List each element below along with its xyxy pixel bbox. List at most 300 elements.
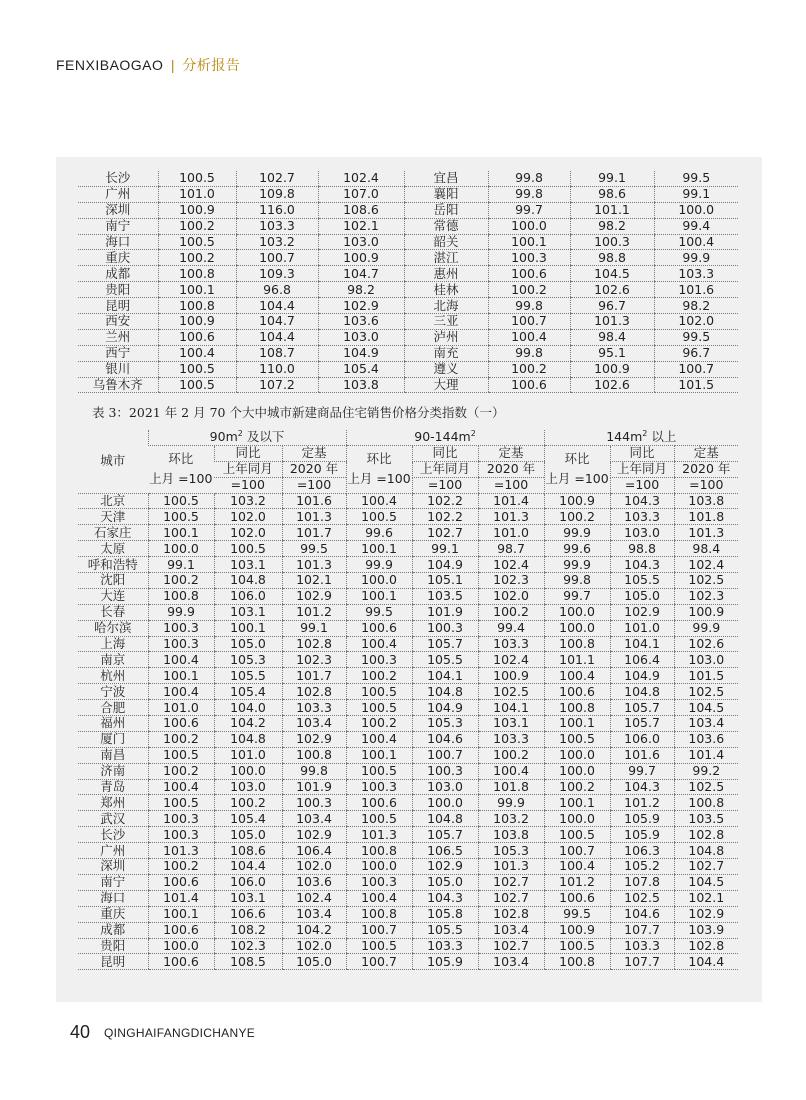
table-cell: 101.4 [674, 747, 738, 763]
table-cell: 南京 [78, 652, 148, 668]
table-cell: 100.4 [148, 779, 214, 795]
table-cell: 100.4 [488, 329, 570, 345]
header-separator: | [170, 57, 175, 73]
table-cell: 100.3 [570, 234, 654, 250]
table-cell: 100.7 [346, 954, 412, 970]
table-cell: 105.5 [214, 668, 282, 684]
table-cell: 沈阳 [78, 573, 148, 589]
table-cell: 99.5 [282, 541, 346, 557]
table-cell: 102.8 [282, 684, 346, 700]
table-cell: 105.0 [610, 588, 674, 604]
table-cell: 100.0 [544, 747, 610, 763]
table-cell: 100.6 [488, 266, 570, 282]
table-cell: 100.0 [148, 938, 214, 954]
table-cell: 100.4 [346, 493, 412, 509]
table-cell: 103.4 [282, 716, 346, 732]
table-cell: 100.4 [148, 652, 214, 668]
table-cell: 102.0 [282, 938, 346, 954]
table-cell: 103.8 [478, 827, 544, 843]
table-cell: 100.2 [544, 509, 610, 525]
footer-publication: QINGHAIFANGDICHANYE [104, 1026, 256, 1040]
table-cell: 101.0 [610, 620, 674, 636]
table-cell: 101.3 [478, 859, 544, 875]
table-cell: 105.5 [412, 922, 478, 938]
table-cell: 宁波 [78, 684, 148, 700]
table-cell: 100.2 [148, 731, 214, 747]
table-cell: 107.7 [610, 954, 674, 970]
table-cell: 100.7 [544, 843, 610, 859]
table-row [78, 573, 738, 589]
table-cell: 100.6 [346, 795, 412, 811]
header-fixed-base: 2020 年 [282, 461, 346, 477]
table-cell: 呼和浩特 [78, 557, 148, 573]
table-cell: 102.7 [478, 874, 544, 890]
table-cell: 100.1 [544, 795, 610, 811]
table-cell: 广州 [78, 843, 148, 859]
table-cell: 105.4 [214, 684, 282, 700]
page-number: 40 [70, 1022, 91, 1042]
header-yoy-label: 同比 [214, 445, 282, 461]
table-cell: 100.5 [346, 700, 412, 716]
table-cell: 100.2 [478, 747, 544, 763]
table-cell: 100.4 [346, 731, 412, 747]
table-cell: 100.5 [346, 509, 412, 525]
table-cell: 100.3 [488, 250, 570, 266]
table-cell: 98.2 [318, 282, 404, 298]
table-cell: 105.3 [214, 652, 282, 668]
table-row [78, 171, 738, 186]
table-cell: 104.1 [610, 636, 674, 652]
table-cell: 100.0 [412, 795, 478, 811]
table-cell: 102.0 [214, 525, 282, 541]
table-cell: 100.8 [158, 298, 236, 314]
table-cell: 99.1 [412, 541, 478, 557]
table-cell: 104.3 [610, 557, 674, 573]
table-cell: 青岛 [78, 779, 148, 795]
table-cell: 104.7 [236, 314, 318, 330]
table-cell: 106.4 [610, 652, 674, 668]
header-yoy-eq: =100 [610, 477, 674, 493]
table-cell: 哈尔滨 [78, 620, 148, 636]
table-cell: 100.6 [148, 922, 214, 938]
table-cell: 105.0 [214, 827, 282, 843]
table-cell: 贵阳 [78, 938, 148, 954]
table-cell: 95.1 [570, 345, 654, 361]
table-cell: 102.4 [478, 557, 544, 573]
table-cell: 104.9 [610, 668, 674, 684]
table-cell: 99.5 [654, 329, 738, 345]
table-cell: 100.3 [148, 636, 214, 652]
table-cell: 103.0 [318, 329, 404, 345]
table-cell: 99.2 [674, 763, 738, 779]
table-cell: 98.7 [478, 541, 544, 557]
header-yoy-base: 上年同月 [214, 461, 282, 477]
table-cell: 100.2 [148, 573, 214, 589]
table-cell: 99.5 [544, 906, 610, 922]
table-cell: 100.8 [148, 588, 214, 604]
table-cell: 100.0 [544, 604, 610, 620]
table-cell: 105.9 [610, 827, 674, 843]
table-cell: 合肥 [78, 700, 148, 716]
table-row [78, 954, 738, 970]
table-cell: 100.1 [346, 588, 412, 604]
table-cell: 101.8 [674, 509, 738, 525]
table-cell: 100.5 [346, 684, 412, 700]
table-cell: 100.3 [346, 874, 412, 890]
table-cell: 102.9 [318, 298, 404, 314]
table-cell: 101.4 [478, 493, 544, 509]
table-cell: 100.2 [148, 763, 214, 779]
table-cell: 100.1 [158, 282, 236, 298]
table-cell: 101.2 [544, 874, 610, 890]
table-cell: 福州 [78, 716, 148, 732]
table-cell: 99.7 [610, 763, 674, 779]
table-row [78, 218, 738, 234]
table-cell: 101.9 [412, 604, 478, 620]
table-row [78, 811, 738, 827]
header-mom-label: 环比 [366, 451, 392, 467]
city-header: 城市 [78, 430, 148, 493]
table-cell: 101.5 [654, 377, 738, 393]
table-cell: 103.4 [674, 716, 738, 732]
table-cell: 100.1 [148, 525, 214, 541]
table-row [78, 827, 738, 843]
table-cell: 大理 [404, 377, 488, 393]
table-cell: 102.8 [478, 906, 544, 922]
table-cell: 96.7 [654, 345, 738, 361]
table-row [78, 747, 738, 763]
table-row [78, 890, 738, 906]
table-cell: 101.3 [478, 509, 544, 525]
table-row [78, 282, 738, 298]
table-cell: 102.0 [478, 588, 544, 604]
table-row [78, 298, 738, 314]
table-cell: 深圳 [78, 202, 158, 218]
table-cell: 100.1 [148, 906, 214, 922]
table-cell: 长沙 [78, 171, 158, 186]
table-cell: 103.0 [674, 652, 738, 668]
table-cell: 100.5 [148, 795, 214, 811]
table-cell: 106.0 [610, 731, 674, 747]
table-cell: 重庆 [78, 906, 148, 922]
table-cell: 宜昌 [404, 171, 488, 186]
table-cell: 102.8 [674, 938, 738, 954]
table-cell: 上海 [78, 636, 148, 652]
table-cell: 104.1 [412, 668, 478, 684]
table-row [78, 345, 738, 361]
table-cell: 100.9 [674, 604, 738, 620]
table-cell: 100.6 [544, 890, 610, 906]
table-cell: 99.9 [478, 795, 544, 811]
table-cell: 101.1 [544, 652, 610, 668]
table-cell: 长春 [78, 604, 148, 620]
table-cell: 102.1 [318, 218, 404, 234]
table-cell: 104.5 [674, 874, 738, 890]
table-cell: 100.5 [346, 938, 412, 954]
table-cell: 102.4 [282, 890, 346, 906]
table-row [78, 700, 738, 716]
group-header-medium: $90-144m^2$ [346, 430, 544, 445]
table-cell: 103.6 [282, 874, 346, 890]
table-cell: 100.3 [148, 620, 214, 636]
table-cell: 100.5 [214, 541, 282, 557]
header-mom-label: 环比 [168, 451, 194, 467]
table-cell: 102.9 [282, 588, 346, 604]
table-cell: 100.3 [412, 763, 478, 779]
table-cell: 102.9 [282, 731, 346, 747]
table-cell: 108.6 [214, 843, 282, 859]
table-cell: 100.3 [148, 827, 214, 843]
table-cell: 100.6 [148, 874, 214, 890]
table-cell: 103.0 [412, 779, 478, 795]
table-cell: 102.3 [214, 938, 282, 954]
table-row [78, 938, 738, 954]
table-cell: 100.2 [478, 604, 544, 620]
table-cell: 104.8 [674, 843, 738, 859]
table-cell: 99.1 [282, 620, 346, 636]
table-cell: 101.6 [610, 747, 674, 763]
table-cell: 102.6 [570, 282, 654, 298]
table-row [78, 763, 738, 779]
table-cell: 100.5 [158, 377, 236, 393]
table-cell: 100.3 [346, 652, 412, 668]
header-brand: FENXIBAOGAO [56, 57, 164, 73]
table-cell: 105.7 [610, 716, 674, 732]
table-cell: 100.7 [654, 361, 738, 377]
table-cell: 100.4 [148, 684, 214, 700]
table-cell: 103.6 [674, 731, 738, 747]
table-cell: 101.3 [346, 827, 412, 843]
table-cell: 遵义 [404, 361, 488, 377]
table-cell: 102.8 [282, 636, 346, 652]
table-cell: 重庆 [78, 250, 158, 266]
table-cell: 湛江 [404, 250, 488, 266]
table-cell: 105.7 [610, 700, 674, 716]
table-cell: 武汉 [78, 811, 148, 827]
table-cell: 103.1 [214, 604, 282, 620]
table-cell: 100.4 [544, 859, 610, 875]
table-cell: 103.3 [478, 636, 544, 652]
header-yoy-label: 同比 [412, 445, 478, 461]
table-row [78, 266, 738, 282]
table-cell: 102.0 [654, 314, 738, 330]
table-cell: 南充 [404, 345, 488, 361]
table-cell: 96.7 [570, 298, 654, 314]
table-row [78, 636, 738, 652]
table-cell: 102.5 [674, 779, 738, 795]
table-cell: 108.7 [236, 345, 318, 361]
table-cell: 100.6 [148, 954, 214, 970]
table-cell: 100.7 [412, 747, 478, 763]
table-row [78, 234, 738, 250]
table-row [78, 620, 738, 636]
table-cell: 100.8 [346, 843, 412, 859]
table-cell: 100.7 [346, 922, 412, 938]
table-cell: 103.1 [214, 890, 282, 906]
table-cell: 100.8 [158, 266, 236, 282]
header-yoy-eq: =100 [412, 477, 478, 493]
table-cell: 北海 [404, 298, 488, 314]
table-cell: 韶关 [404, 234, 488, 250]
table-cell: 107.2 [236, 377, 318, 393]
table-cell: 104.7 [318, 266, 404, 282]
table-cell: 99.4 [478, 620, 544, 636]
table-cell: 100.8 [282, 747, 346, 763]
table-cell: 106.0 [214, 874, 282, 890]
table-cell: 100.2 [148, 859, 214, 875]
table-cell: 101.1 [570, 202, 654, 218]
header-mom-base: 上月 =100 [347, 471, 411, 487]
table-cell: 102.3 [674, 588, 738, 604]
table-cell: 99.5 [346, 604, 412, 620]
table-cell: 100.5 [148, 509, 214, 525]
table-cell: 100.9 [544, 922, 610, 938]
header-yoy-base: 上年同月 [412, 461, 478, 477]
table-cell: 岳阳 [404, 202, 488, 218]
table-cell: 107.0 [318, 186, 404, 202]
table-cell: 99.9 [148, 604, 214, 620]
table-cell: 惠州 [404, 266, 488, 282]
table-cell: 长沙 [78, 827, 148, 843]
table-cell: 106.5 [412, 843, 478, 859]
table-cell: 103.0 [214, 779, 282, 795]
table-cell: 101.7 [282, 668, 346, 684]
table-cell: 104.3 [412, 890, 478, 906]
table-cell: 成都 [78, 922, 148, 938]
group-header-small: $90m^2$ 及以下 [148, 430, 346, 445]
header-mom [346, 445, 412, 493]
table-cell: 101.3 [282, 509, 346, 525]
header-fixed-label: 定基 [478, 445, 544, 461]
table-cell: 104.4 [214, 859, 282, 875]
table-cell: 105.0 [412, 874, 478, 890]
table-row [78, 361, 738, 377]
table-cell: 贵阳 [78, 282, 158, 298]
table-cell: 108.5 [214, 954, 282, 970]
table-cell: 105.9 [610, 811, 674, 827]
table-row [78, 843, 738, 859]
table-cell: 99.5 [654, 171, 738, 186]
table-cell: 105.3 [412, 716, 478, 732]
table-cell: 100.5 [158, 234, 236, 250]
table-cell: 105.8 [412, 906, 478, 922]
table-cell: 105.5 [610, 573, 674, 589]
table-cell: 105.4 [318, 361, 404, 377]
table-cell: 107.8 [610, 874, 674, 890]
table-row [78, 859, 738, 875]
table-cell: 100.5 [148, 747, 214, 763]
table-cell: 100.1 [214, 620, 282, 636]
table-cell: 104.3 [610, 779, 674, 795]
table-cell: 102.9 [674, 906, 738, 922]
table-cell: 100.5 [158, 361, 236, 377]
table-cell: 昆明 [78, 954, 148, 970]
table-row [78, 922, 738, 938]
table-cell: 99.4 [654, 218, 738, 234]
table-cell: 102.5 [610, 890, 674, 906]
table-cell: 99.8 [488, 171, 570, 186]
table-cell: 103.4 [282, 811, 346, 827]
table-cell: 100.7 [488, 314, 570, 330]
table-cell: 98.2 [570, 218, 654, 234]
table-cell: 105.7 [412, 827, 478, 843]
table-cell: 100.9 [478, 668, 544, 684]
table-cell: 101.3 [148, 843, 214, 859]
table-cell: 102.0 [282, 859, 346, 875]
table-cell: 101.3 [570, 314, 654, 330]
table-2-continuation [78, 171, 738, 393]
table-cell: 103.2 [214, 493, 282, 509]
table-cell: 116.0 [236, 202, 318, 218]
table-cell: 102.6 [570, 377, 654, 393]
table-cell: 103.2 [236, 234, 318, 250]
table-cell: 110.0 [236, 361, 318, 377]
table-cell: 104.9 [412, 557, 478, 573]
table-cell: 100.7 [236, 250, 318, 266]
header-mom-base: 上月 =100 [545, 471, 609, 487]
table-cell: 99.7 [488, 202, 570, 218]
table-cell: 103.4 [478, 954, 544, 970]
table-cell: 98.2 [654, 298, 738, 314]
table-cell: 100.4 [654, 234, 738, 250]
table-cell: 100.8 [674, 795, 738, 811]
table-cell: 100.0 [346, 573, 412, 589]
table-cell: 105.7 [412, 636, 478, 652]
table-cell: 100.9 [544, 493, 610, 509]
table-cell: 101.0 [214, 747, 282, 763]
table-row [78, 731, 738, 747]
table-cell: 102.4 [674, 557, 738, 573]
table-row [78, 652, 738, 668]
table-cell: 101.3 [282, 557, 346, 573]
table-cell: 103.3 [478, 731, 544, 747]
table-cell: 102.4 [478, 652, 544, 668]
table-cell: 99.1 [654, 186, 738, 202]
table-cell: 101.0 [148, 700, 214, 716]
table-cell: 102.5 [674, 573, 738, 589]
table-cell: 100.4 [346, 890, 412, 906]
table-cell: 99.9 [544, 525, 610, 541]
table-cell: 104.9 [318, 345, 404, 361]
table-cell: 96.8 [236, 282, 318, 298]
table-row [78, 202, 738, 218]
header-fixed-base: 2020 年 [674, 461, 738, 477]
table-cell: 102.0 [214, 509, 282, 525]
table-cell: 102.8 [674, 827, 738, 843]
header-fixed-label: 定基 [674, 445, 738, 461]
table-cell: 100.3 [346, 779, 412, 795]
table-cell: 广州 [78, 186, 158, 202]
table-cell: 100.8 [346, 906, 412, 922]
table-cell: 100.3 [412, 620, 478, 636]
table-cell: 101.6 [282, 493, 346, 509]
table-cell: 103.0 [318, 234, 404, 250]
table-cell: 100.0 [654, 202, 738, 218]
table-cell: 107.7 [610, 922, 674, 938]
table-cell: 106.0 [214, 588, 282, 604]
header-fixed-eq: =100 [478, 477, 544, 493]
table-cell: 103.5 [412, 588, 478, 604]
table-cell: 102.7 [674, 859, 738, 875]
table-cell: 101.4 [148, 890, 214, 906]
table-cell: 杭州 [78, 668, 148, 684]
table-row [78, 314, 738, 330]
table-cell: 105.1 [412, 573, 478, 589]
running-header [56, 55, 240, 75]
table-cell: 100.8 [544, 700, 610, 716]
table-cell: 石家庄 [78, 525, 148, 541]
table-cell: 银川 [78, 361, 158, 377]
